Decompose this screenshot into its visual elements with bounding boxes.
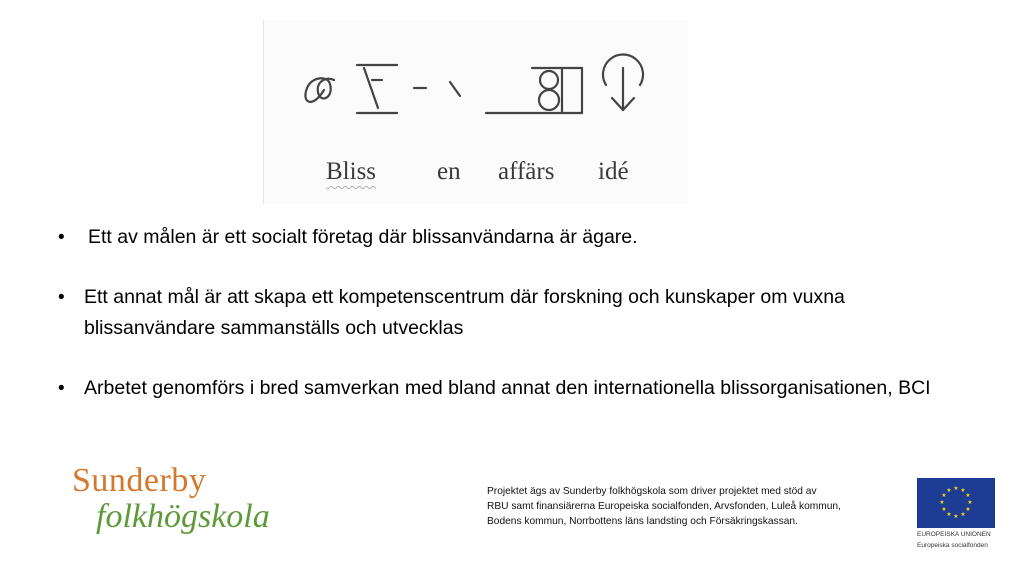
logo-line-2: folkhögskola xyxy=(96,498,270,535)
svg-text:★: ★ xyxy=(941,492,947,499)
eu-flag-icon xyxy=(917,478,995,528)
bliss-symbol-4 xyxy=(486,68,582,113)
bliss-word-3: affärs xyxy=(498,158,555,185)
bliss-word-1: Bliss xyxy=(326,158,377,185)
svg-text:★: ★ xyxy=(960,487,966,494)
svg-text:★: ★ xyxy=(939,499,945,506)
eu-logo xyxy=(917,478,995,550)
svg-text:★: ★ xyxy=(953,485,959,492)
eu-caption-1: EUROPEISKA UNIONEN xyxy=(917,531,991,538)
bliss-symbol-5 xyxy=(603,54,643,110)
svg-text:★: ★ xyxy=(960,511,966,518)
logo-line-1: Sunderby xyxy=(72,462,207,499)
sunderby-logo xyxy=(72,463,270,535)
credit-line-2: RBU samt finansiärerna Europeiska socialfonden, Arvsfonden, Luleå kommun, xyxy=(487,501,841,512)
bullet-item-2: • Ett annat mål är att skapa ett kompetenscentrum där forskning och kunskaper om vuxna blissanvändare sammanställs och utvecklas xyxy=(58,282,958,344)
eu-caption-2: Europeiska socialfonden xyxy=(917,542,988,549)
credit-line-1: Projektet ägs av Sunderby folkhögskola som driver projektet med stöd av xyxy=(487,486,817,497)
svg-text:★: ★ xyxy=(965,492,971,499)
svg-text:★: ★ xyxy=(967,499,973,506)
svg-text:★: ★ xyxy=(953,513,959,520)
svg-text:★: ★ xyxy=(946,487,952,494)
project-credit-text xyxy=(487,484,907,529)
bliss-symbol-image xyxy=(263,20,688,204)
bliss-symbols-graphic xyxy=(264,20,688,150)
svg-text:★: ★ xyxy=(941,506,947,513)
svg-text:★: ★ xyxy=(946,511,952,518)
bullet-list xyxy=(58,222,958,433)
bliss-symbol-1 xyxy=(305,78,334,102)
bliss-word-2: en xyxy=(437,158,461,185)
svg-text:★: ★ xyxy=(965,506,971,513)
bullet-item-1: • Ett av målen är ett socialt företag där blissanvändarna är ägare. xyxy=(58,222,958,253)
credit-line-3: Bodens kommun, Norrbottens läns landsting och Försäkringskassan. xyxy=(487,516,798,527)
bliss-word-4: idé xyxy=(598,158,629,185)
bullet-item-3: • Arbetet genomförs i bred samverkan med bland annat den internationella blissorganisationen, BCI xyxy=(58,373,958,404)
bliss-symbol-2 xyxy=(357,65,397,113)
bliss-symbol-3 xyxy=(450,82,460,96)
